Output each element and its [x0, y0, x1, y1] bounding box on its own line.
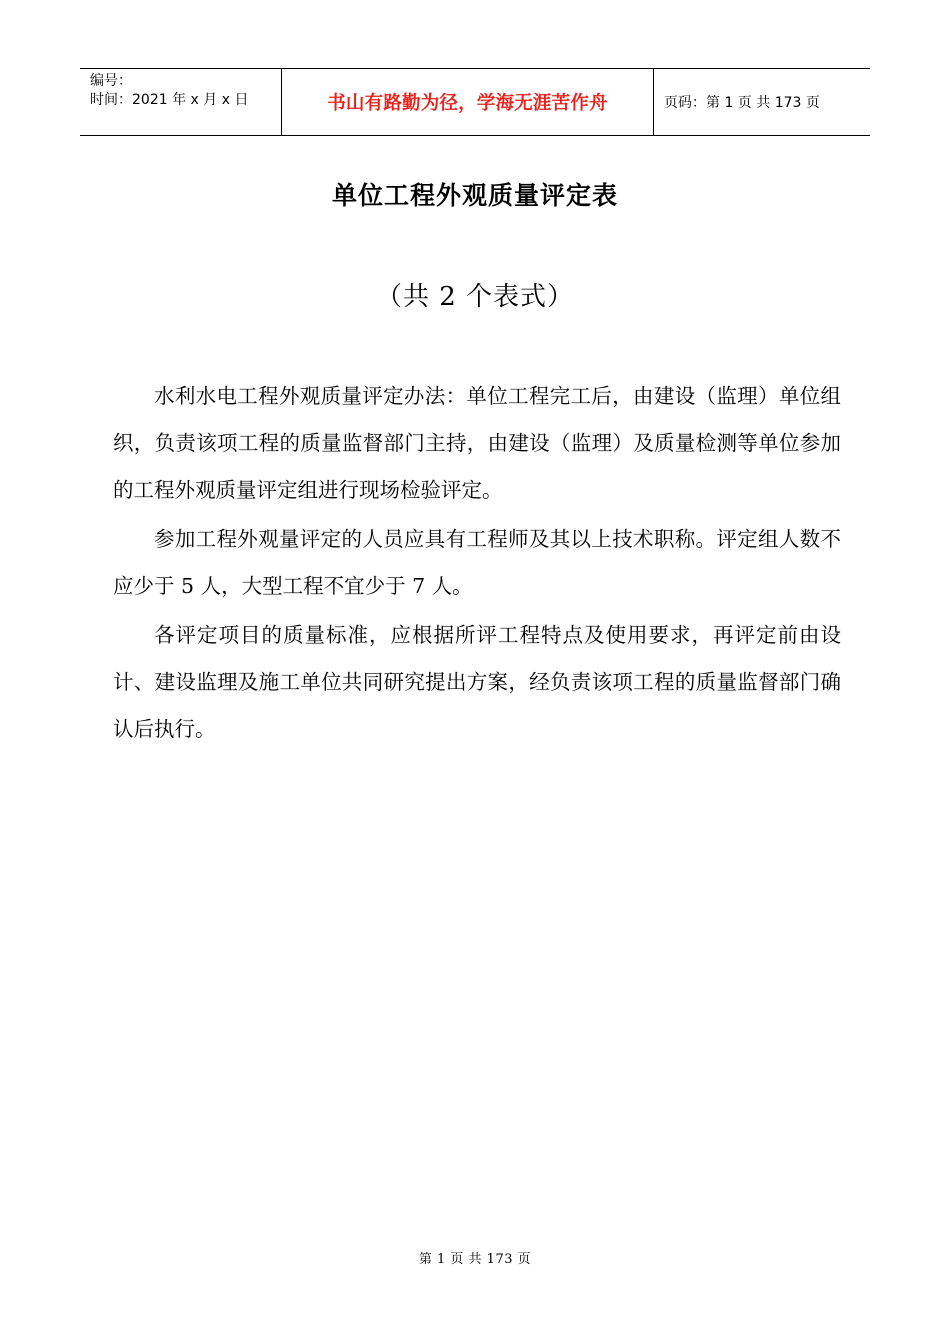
- page-header: [80, 68, 870, 136]
- body-paragraph: 各评定项目的质量标准，应根据所评工程特点及使用要求，再评定前由设计、建设监理及施工单位共同研究提出方案，经负责该项工程的质量监督部门确认后执行。: [113, 623, 841, 741]
- document-body: [113, 373, 841, 755]
- document-title: 单位工程外观质量评定表: [331, 181, 618, 210]
- body-paragraph: 水利水电工程外观质量评定办法：单位工程完工后，由建设（监理）单位组织，负责该项工程的质量监督部门主持，由建设（监理）及质量检测等单位参加的工程外观质量评定组进行现场检验评定。: [113, 384, 841, 502]
- document-subtitle: （共 2 个表式）: [375, 282, 575, 312]
- page-footer: 第 1 页 共 173 页: [418, 1252, 532, 1267]
- header-page-info: 页码：第 1 页 共 173 页: [664, 95, 820, 111]
- document-date: 时间：2021 年 x 月 x 日: [90, 92, 249, 108]
- body-paragraph: 参加工程外观量评定的人员应具有工程师及其以上技术职称。评定组人数不应少于 5 人，大型工程不宜少于 7 人。: [113, 527, 841, 598]
- document-number-label: 编号：: [90, 73, 132, 89]
- header-meta: [80, 69, 281, 135]
- header-motto: 书山有路勤为径，学海无涯苦作舟: [281, 69, 654, 135]
